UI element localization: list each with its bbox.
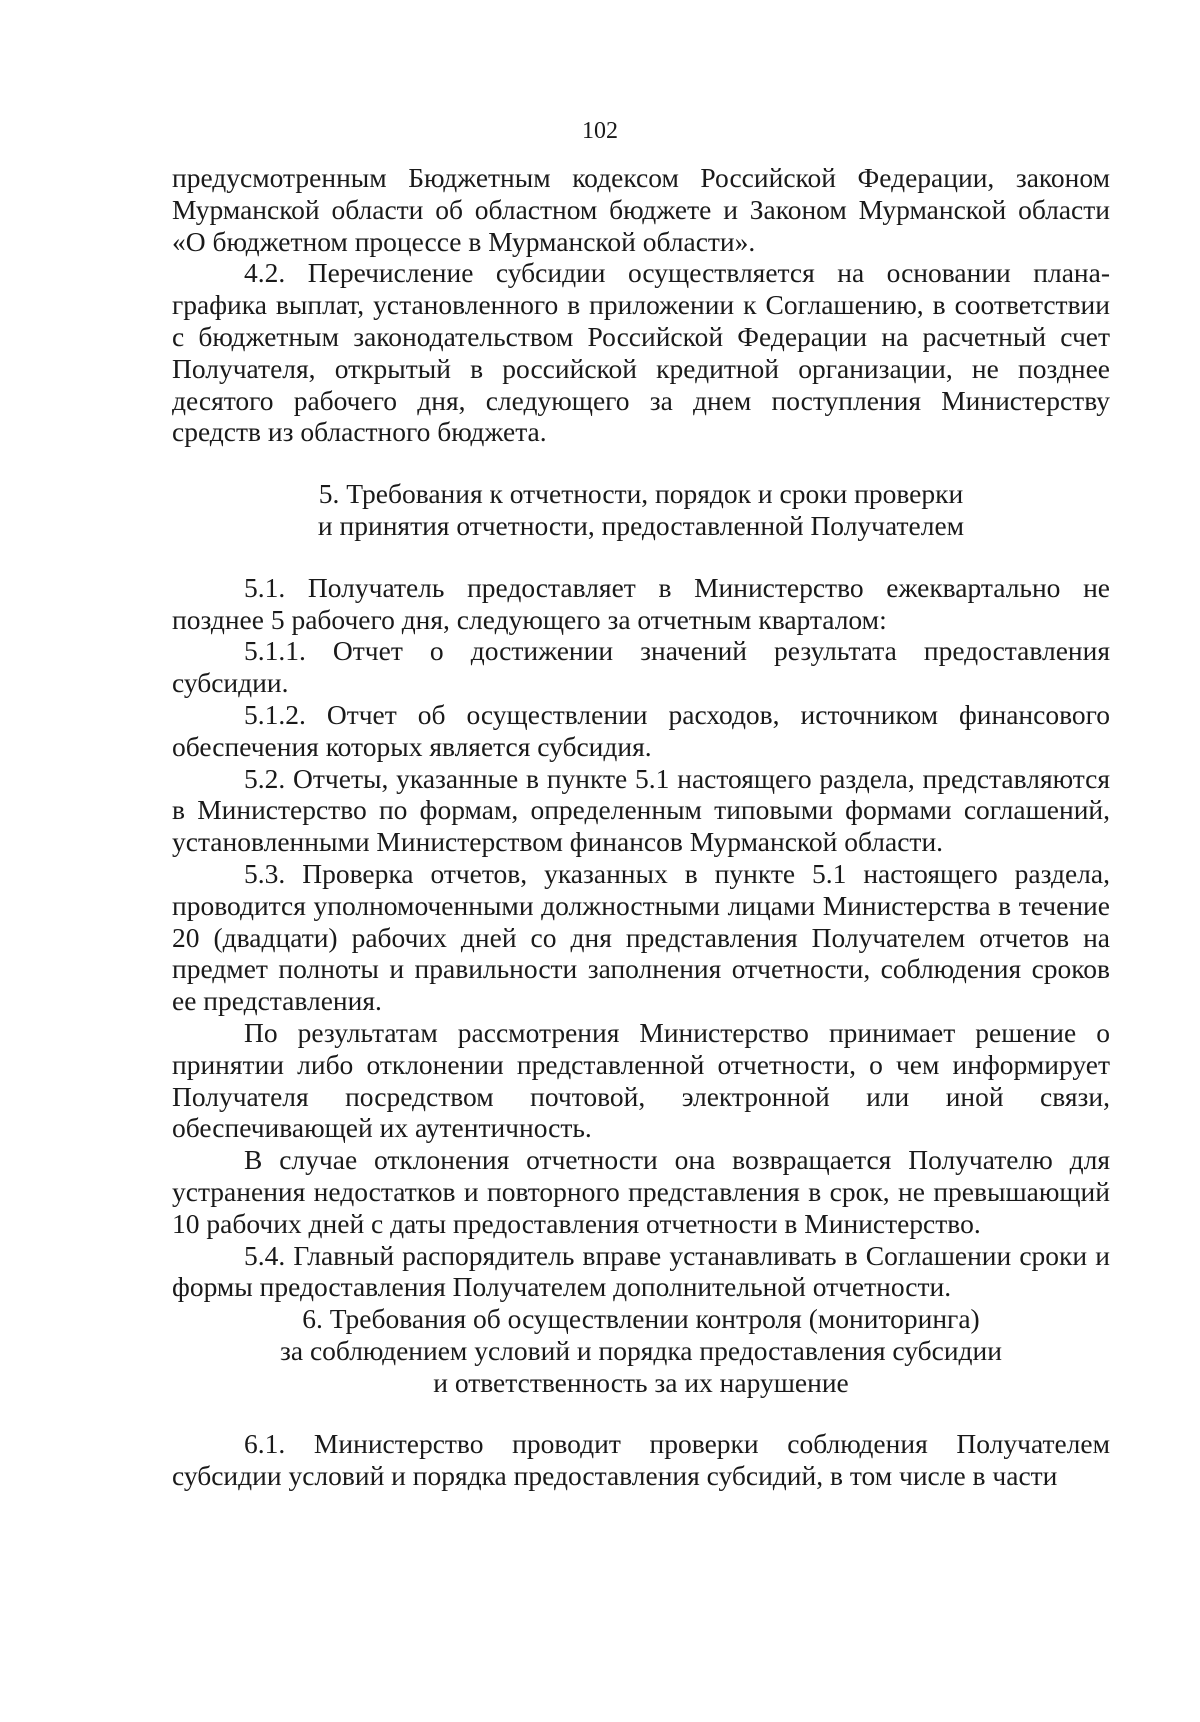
paragraph-5-3: 5.3. Проверка отчетов, указанных в пункте 5.1 настоящего раздела, проводится уполномоченными должностными лицами Министерства в течение 20 (двадцати) рабочих дней со дня представления Получателем отчетов на предмет полноты и правильности заполнения отчетности, соблюдения сроков ее представления. xyxy=(172,857,1110,1017)
paragraph-4-2: 4.2. Перечисление субсидии осуществляется на основании плана-графика выплат, установленного в приложении к Соглашению, в соответствии с бюджетным законодательством Российской Федерации на расчетный счет Получателя, открытый в российской кредитной организации, не позднее десятого рабочего дня, следующего за днем поступления Министерству средств из областного бюджета. xyxy=(172,257,1110,448)
paragraph-5-3-rejection: В случае отклонения отчетности она возвращается Получателю для устранения недостатков и повторного представления в срок, не превышающий 10 рабочих дней с даты предоставления отчетности в Министерство. xyxy=(172,1144,1110,1239)
section-6-heading-line: за соблюдением условий и порядка предоставления субсидии xyxy=(280,1334,1002,1366)
document-body xyxy=(172,162,1110,1492)
paragraph-5-3-decision: По результатам рассмотрения Министерство принимает решение о принятии либо отклонении представленной отчетности, о чем информирует Получателя посредством почтовой, электронной или иной связи, обеспечивающей их аутентичность. xyxy=(172,1016,1110,1144)
paragraph-5-1: 5.1. Получатель предоставляет в Министерство ежеквартально не позднее 5 рабочего дня, следующего за отчетным кварталом: xyxy=(172,571,1110,635)
section-5-heading xyxy=(172,478,1110,542)
paragraph-continuation: предусмотренным Бюджетным кодексом Российской Федерации, законом Мурманской области об областном бюджете и Законом Мурманской области «О бюджетном процессе в Мурманской области». xyxy=(172,162,1110,257)
paragraph-5-1-1: 5.1.1. Отчет о достижении значений результата предоставления субсидии. xyxy=(172,635,1110,699)
section-5-heading-line: 5. Требования к отчетности, порядок и сроки проверки xyxy=(318,478,964,510)
paragraph-5-2: 5.2. Отчеты, указанные в пункте 5.1 настоящего раздела, представляются в Министерство по формам, определенным типовыми формами соглашений, установленными Министерством финансов Мурманской области. xyxy=(172,762,1110,858)
section-5-heading-line: и принятия отчетности, предоставленной Получателем xyxy=(317,509,965,541)
section-6-heading xyxy=(172,1303,1110,1398)
paragraph-5-1-2: 5.1.2. Отчет об осуществлении расходов, источником финансового обеспечения которых является субсидия. xyxy=(172,698,1110,762)
section-6-heading-line: 6. Требования об осуществлении контроля (мониторинга) xyxy=(302,1303,980,1335)
page-number: 102 xyxy=(582,118,618,144)
paragraph-5-4: 5.4. Главный распорядитель вправе устанавливать в Соглашении сроки и формы предоставления Получателем дополнительной отчетности. xyxy=(172,1239,1110,1303)
section-6-heading-line: и ответственность за их нарушение xyxy=(433,1366,849,1398)
paragraph-6-1: 6.1. Министерство проводит проверки соблюдения Получателем субсидии условий и порядка предоставления субсидий, в том числе в части xyxy=(172,1428,1110,1492)
